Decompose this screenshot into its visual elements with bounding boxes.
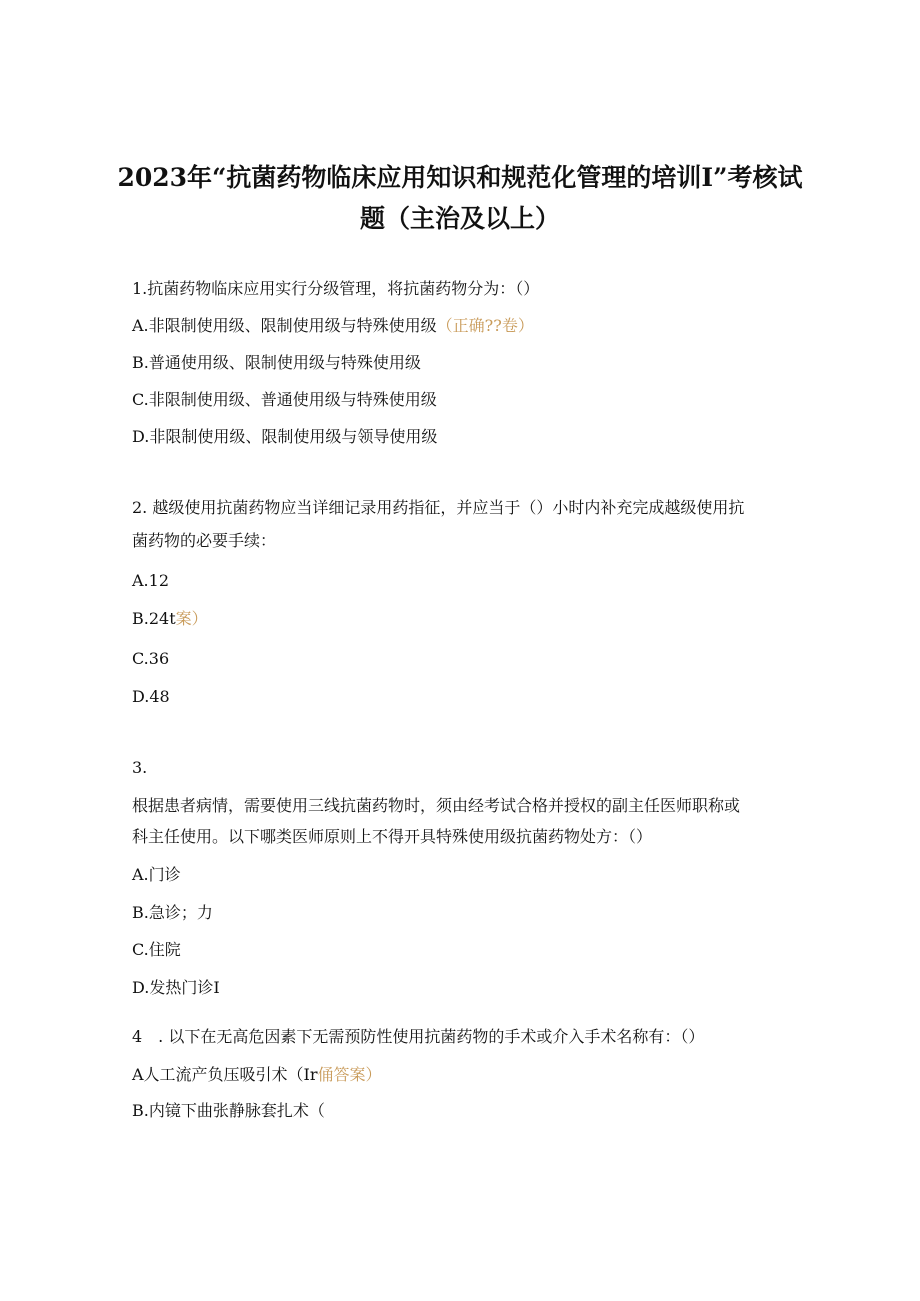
- option-text: A人工流产负压吸引术（Ir: [132, 1065, 318, 1084]
- title-line-1: 2023年“抗菌药物临床应用知识和规范化管理的培训I”考核试: [117, 163, 803, 192]
- option-a: [132, 1064, 792, 1086]
- question-stem: 4 . 以下在无高危因素下无需预防性使用抗菌药物的手术或介入手术名称有：（）: [132, 1027, 705, 1046]
- option-c: C.住院: [132, 940, 181, 959]
- option-b: B.急诊；力: [132, 903, 213, 922]
- option-a: A.12: [132, 571, 169, 590]
- option-text: B.24t: [132, 609, 176, 628]
- option-b: B.普通使用级、限制使用级与特殊使用级: [132, 353, 421, 372]
- option-b: B.内镜下曲张静脉套扎术（: [132, 1101, 325, 1120]
- title-line-2: 题（主治及以上）: [359, 204, 560, 233]
- option-c: C.非限制使用级、普通使用级与特殊使用级: [132, 390, 437, 409]
- question-stem-line-1: 2. 越级使用抗菌药物应当详细记录用药指征，并应当于（）小时内补充完成越级使用抗: [132, 498, 745, 517]
- option-c: C.36: [132, 649, 170, 668]
- answer-mark: 俑答案）: [317, 1065, 382, 1084]
- answer-mark: 案）: [175, 609, 208, 628]
- option-b: [132, 608, 792, 630]
- option-text: A.非限制使用级、限制使用级与特殊使用级: [132, 316, 437, 335]
- option-d: D.48: [132, 687, 170, 706]
- question-number: 3.: [132, 758, 148, 777]
- option-a: A.门诊: [132, 865, 181, 884]
- question-stem-line-2: 科主任使用。以下哪类医师原则上不得开具特殊使用级抗菌药物处方：（）: [132, 827, 653, 846]
- question-stem-line-2: 菌药物的必要手续：: [132, 531, 277, 550]
- option-a: [132, 315, 792, 337]
- option-d: D.非限制使用级、限制使用级与领导使用级: [132, 427, 438, 446]
- question-stem: 1.抗菌药物临床应用实行分级管理，将抗菌药物分为：（）: [132, 279, 540, 298]
- answer-mark: （正确??卷）: [436, 316, 534, 335]
- option-d: D.发热门诊I: [132, 978, 220, 997]
- question-stem-line-1: 根据患者病情，需要使用三线抗菌药物时，须由经考试合格并授权的副主任医师职称或: [132, 796, 741, 815]
